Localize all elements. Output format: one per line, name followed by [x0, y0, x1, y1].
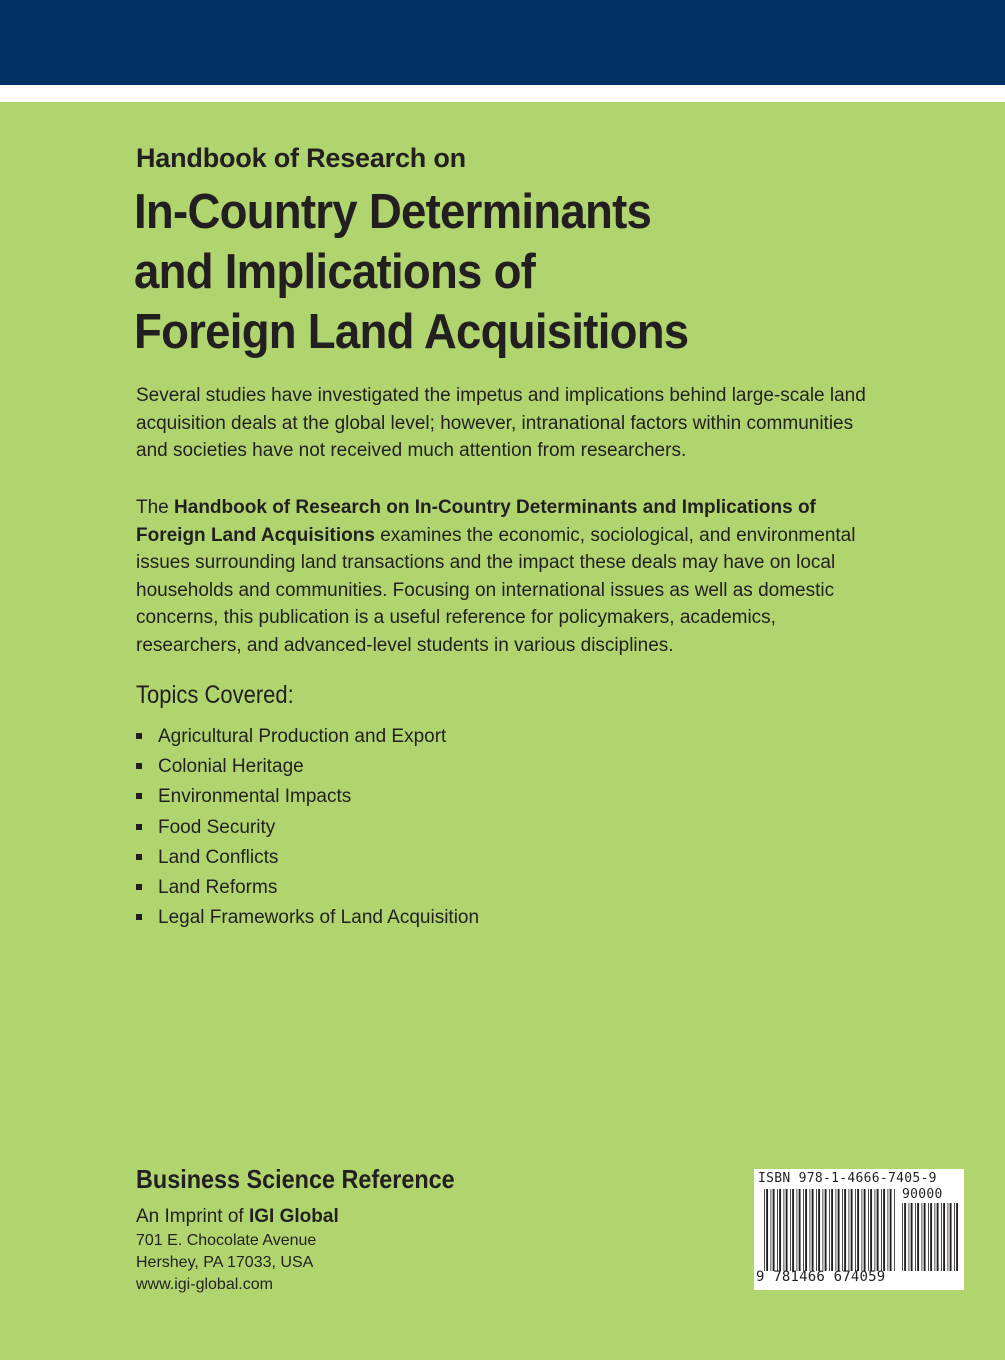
barcode-bar: [862, 1189, 863, 1271]
barcode-bar: [797, 1189, 798, 1271]
paragraph-2-book-title: Handbook of Research on In-Country Determinants and Implications of Foreign Land Acquisitions: [136, 497, 816, 546]
barcode-bar: [881, 1189, 882, 1271]
barcode-bar: [855, 1189, 856, 1271]
barcode-bar: [935, 1203, 936, 1271]
barcode-bar: [816, 1189, 817, 1271]
address-line-2: Hershey, PA 17033, USA: [136, 1254, 314, 1271]
address-line-1: 701 E. Chocolate Avenue: [136, 1232, 317, 1249]
topic-item: [136, 752, 479, 782]
book-title: [134, 182, 841, 362]
price-code: 90000: [902, 1187, 943, 1202]
barcode-bar: [902, 1203, 903, 1271]
barcode-bar: [805, 1189, 807, 1271]
barcode-bar: [779, 1189, 781, 1271]
description-paragraph-2: [136, 494, 866, 659]
barcode-bar: [917, 1203, 919, 1271]
barcode-bar: [771, 1189, 772, 1271]
barcode: [754, 1169, 964, 1290]
topic-item: [136, 782, 479, 812]
bullet-icon: [136, 763, 142, 769]
topic-label: Legal Frameworks of Land Acquisition: [158, 907, 480, 929]
barcode-bar: [838, 1189, 840, 1271]
barcode-addon-bars: [902, 1203, 958, 1271]
topic-label: Land Reforms: [158, 876, 278, 898]
barcode-bar: [870, 1189, 872, 1271]
barcode-bar: [812, 1189, 814, 1271]
barcode-bar: [773, 1189, 775, 1271]
barcode-bar: [888, 1189, 889, 1271]
barcode-bar: [890, 1189, 892, 1271]
barcode-bar: [904, 1203, 906, 1271]
barcode-bar: [829, 1189, 830, 1271]
handbook-label: Handbook of Research on: [136, 143, 466, 173]
barcode-bar: [915, 1203, 916, 1271]
barcode-bar: [950, 1203, 952, 1271]
bullet-icon: [136, 914, 142, 920]
description-paragraph-1: Several studies have investigated the impetus and implications behind large-scale land acquisition deals at the global level; however, intranational factors within communities and societies have not received much attention from researchers.: [136, 385, 866, 461]
title-line: and Implications of: [134, 245, 536, 299]
topic-label: Agricultural Production and Export: [158, 726, 447, 747]
topic-label: Colonial Heritage: [158, 756, 304, 778]
bullet-icon: [136, 733, 142, 739]
title-line: Foreign Land Acquisitions: [134, 305, 689, 359]
barcode-bar: [825, 1189, 827, 1271]
bullet-icon: [136, 884, 142, 890]
topic-item: [136, 722, 479, 752]
bullet-icon: [136, 793, 142, 799]
imprint-line: [136, 1206, 339, 1228]
barcode-bar: [909, 1203, 910, 1271]
barcode-bar: [842, 1189, 843, 1271]
barcode-bar: [868, 1189, 869, 1271]
barcode-bar: [877, 1189, 879, 1271]
barcode-bar: [857, 1189, 859, 1271]
barcode-bar: [875, 1189, 876, 1271]
barcode-bar: [956, 1203, 958, 1271]
barcode-bar: [851, 1189, 853, 1271]
paragraph-2-rest: examines the economic, sociological, and environmental issues surrounding land transactions and the impact these deals may have on local households and communities. Focusing on international issues as well as domestic concerns, this publication is a useful reference for policymakers, academics, researchers, and advanced-level students in various disciplines.: [136, 524, 856, 656]
barcode-bar: [928, 1203, 929, 1271]
barcode-bar: [790, 1189, 791, 1271]
barcode-bar: [777, 1189, 778, 1271]
barcode-bar: [937, 1203, 939, 1271]
publisher-name: Business Science Reference: [136, 1164, 455, 1194]
barcode-bar: [864, 1189, 866, 1271]
publisher-website[interactable]: www.igi-global.com: [136, 1276, 273, 1293]
isbn-label: ISBN 978-1-4666-7405-9: [758, 1171, 937, 1186]
topics-list: [136, 722, 479, 933]
topic-label: Food Security: [158, 816, 276, 838]
topic-item: [136, 813, 479, 843]
top-color-band: [0, 0, 1005, 85]
topic-item: [136, 873, 479, 903]
topic-label: Land Conflicts: [158, 846, 279, 868]
title-line: In-Country Determinants: [134, 185, 652, 239]
topic-item: [136, 903, 479, 933]
topics-heading: Topics Covered:: [136, 681, 294, 709]
barcode-bar: [941, 1203, 942, 1271]
barcode-bar: [924, 1203, 926, 1271]
barcode-bar: [894, 1189, 895, 1271]
barcode-bar: [810, 1189, 811, 1271]
barcode-digits: 9 781466 674059: [756, 1269, 886, 1285]
barcode-bar: [784, 1189, 785, 1271]
topic-label: Environmental Impacts: [158, 786, 352, 808]
barcode-bar: [922, 1203, 923, 1271]
barcode-bar: [766, 1189, 768, 1271]
barcode-bar: [799, 1189, 801, 1271]
barcode-bar: [954, 1203, 955, 1271]
imprint-name: IGI Global: [249, 1206, 339, 1227]
barcode-bar: [803, 1189, 804, 1271]
barcode-bar: [948, 1203, 949, 1271]
barcode-bar: [849, 1189, 850, 1271]
topic-item: [136, 843, 479, 873]
barcode-main-bars: [764, 1189, 896, 1271]
barcode-bar: [764, 1189, 765, 1271]
barcode-bar: [911, 1203, 913, 1271]
barcode-bar: [792, 1189, 794, 1271]
barcode-bar: [930, 1203, 932, 1271]
barcode-bar: [823, 1189, 824, 1271]
barcode-bar: [818, 1189, 820, 1271]
barcode-bar: [786, 1189, 788, 1271]
bullet-icon: [136, 854, 142, 860]
barcode-bar: [836, 1189, 837, 1271]
bullet-icon: [136, 824, 142, 830]
barcode-bar: [883, 1189, 885, 1271]
imprint-prefix: An Imprint of: [136, 1206, 249, 1227]
barcode-bar: [943, 1203, 945, 1271]
paragraph-2-intro: The: [136, 497, 175, 518]
barcode-bar: [844, 1189, 846, 1271]
barcode-bar: [831, 1189, 833, 1271]
